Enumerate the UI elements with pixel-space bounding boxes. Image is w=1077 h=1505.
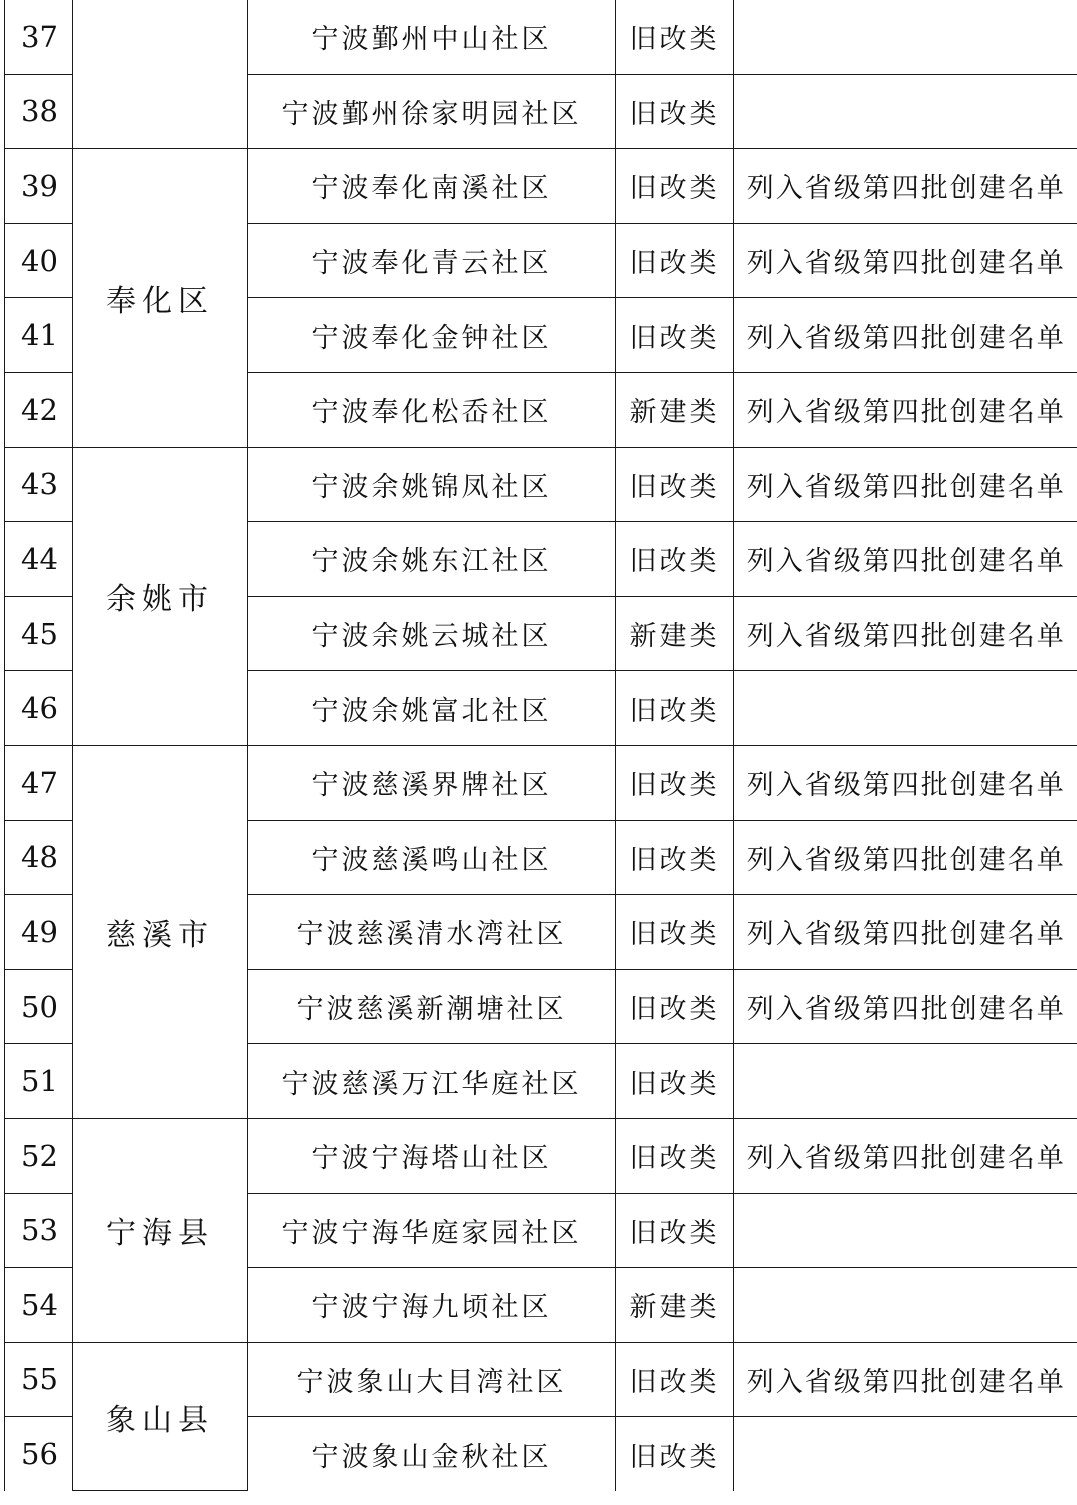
row-number: 52 xyxy=(5,1118,73,1193)
community-name: 宁波象山金秋社区 xyxy=(248,1417,616,1491)
remark-cell xyxy=(734,0,1077,74)
community-name: 宁波余姚东江社区 xyxy=(248,522,616,597)
row-number: 54 xyxy=(5,1268,73,1343)
community-type: 旧改类 xyxy=(616,820,734,895)
community-type: 旧改类 xyxy=(616,149,734,224)
community-name: 宁波鄞州中山社区 xyxy=(248,0,616,74)
community-name: 宁波宁海塔山社区 xyxy=(248,1118,616,1193)
community-type: 旧改类 xyxy=(616,447,734,522)
table-row xyxy=(5,447,1077,522)
remark-cell xyxy=(734,671,1077,746)
community-type: 旧改类 xyxy=(616,1417,734,1491)
table-row xyxy=(5,1342,1077,1417)
row-number: 41 xyxy=(5,298,73,373)
remark-cell xyxy=(734,1193,1077,1268)
remark-cell: 列入省级第四批创建名单 xyxy=(734,1342,1077,1417)
remark-cell xyxy=(734,1417,1077,1491)
community-name: 宁波余姚富北社区 xyxy=(248,671,616,746)
remark-cell: 列入省级第四批创建名单 xyxy=(734,149,1077,224)
table-row xyxy=(5,149,1077,224)
community-name: 宁波奉化金钟社区 xyxy=(248,298,616,373)
row-number: 55 xyxy=(5,1342,73,1417)
row-number: 49 xyxy=(5,895,73,970)
community-name: 宁波余姚云城社区 xyxy=(248,596,616,671)
community-type: 旧改类 xyxy=(616,522,734,597)
row-number: 48 xyxy=(5,820,73,895)
row-number: 56 xyxy=(5,1417,73,1491)
table-row xyxy=(5,1118,1077,1193)
table-body xyxy=(5,0,1077,1491)
remark-cell xyxy=(734,1044,1077,1119)
community-type: 新建类 xyxy=(616,596,734,671)
community-type: 旧改类 xyxy=(616,1118,734,1193)
remark-cell: 列入省级第四批创建名单 xyxy=(734,447,1077,522)
community-type: 旧改类 xyxy=(616,969,734,1044)
community-name: 宁波余姚锦凤社区 xyxy=(248,447,616,522)
district-cell: 余姚市 xyxy=(73,447,248,745)
remark-cell: 列入省级第四批创建名单 xyxy=(734,596,1077,671)
community-name: 宁波慈溪万江华庭社区 xyxy=(248,1044,616,1119)
remark-cell xyxy=(734,1268,1077,1343)
row-number: 39 xyxy=(5,149,73,224)
row-number: 50 xyxy=(5,969,73,1044)
remark-cell: 列入省级第四批创建名单 xyxy=(734,820,1077,895)
remark-cell: 列入省级第四批创建名单 xyxy=(734,372,1077,447)
community-type: 旧改类 xyxy=(616,1342,734,1417)
community-type: 旧改类 xyxy=(616,671,734,746)
row-number: 42 xyxy=(5,372,73,447)
community-type: 旧改类 xyxy=(616,298,734,373)
community-name: 宁波奉化松岙社区 xyxy=(248,372,616,447)
row-number: 44 xyxy=(5,522,73,597)
community-type: 旧改类 xyxy=(616,745,734,820)
row-number: 37 xyxy=(5,0,73,74)
community-type: 旧改类 xyxy=(616,1044,734,1119)
remark-cell: 列入省级第四批创建名单 xyxy=(734,745,1077,820)
community-name: 宁波慈溪界牌社区 xyxy=(248,745,616,820)
row-number: 43 xyxy=(5,447,73,522)
table-row xyxy=(5,745,1077,820)
table-row xyxy=(5,0,1077,74)
district-cell: 宁海县 xyxy=(73,1118,248,1342)
community-name: 宁波宁海华庭家园社区 xyxy=(248,1193,616,1268)
district-cell: 奉化区 xyxy=(73,149,248,447)
row-number: 51 xyxy=(5,1044,73,1119)
district-cell: 慈溪市 xyxy=(73,745,248,1118)
row-number: 53 xyxy=(5,1193,73,1268)
community-name: 宁波鄞州徐家明园社区 xyxy=(248,74,616,149)
community-type: 新建类 xyxy=(616,1268,734,1343)
community-name: 宁波奉化南溪社区 xyxy=(248,149,616,224)
remark-cell: 列入省级第四批创建名单 xyxy=(734,895,1077,970)
community-list-table xyxy=(4,0,1077,1491)
remark-cell xyxy=(734,74,1077,149)
community-name: 宁波慈溪鸣山社区 xyxy=(248,820,616,895)
row-number: 45 xyxy=(5,596,73,671)
community-name: 宁波宁海九顷社区 xyxy=(248,1268,616,1343)
community-type: 旧改类 xyxy=(616,895,734,970)
community-type: 旧改类 xyxy=(616,0,734,74)
remark-cell: 列入省级第四批创建名单 xyxy=(734,1118,1077,1193)
community-name: 宁波奉化青云社区 xyxy=(248,223,616,298)
community-type: 旧改类 xyxy=(616,74,734,149)
community-name: 宁波慈溪新潮塘社区 xyxy=(248,969,616,1044)
community-type: 新建类 xyxy=(616,372,734,447)
district-cell xyxy=(73,0,248,149)
district-cell: 象山县 xyxy=(73,1342,248,1491)
remark-cell: 列入省级第四批创建名单 xyxy=(734,969,1077,1044)
community-type: 旧改类 xyxy=(616,223,734,298)
community-name: 宁波慈溪清水湾社区 xyxy=(248,895,616,970)
row-number: 46 xyxy=(5,671,73,746)
community-type: 旧改类 xyxy=(616,1193,734,1268)
row-number: 38 xyxy=(5,74,73,149)
row-number: 47 xyxy=(5,745,73,820)
remark-cell: 列入省级第四批创建名单 xyxy=(734,522,1077,597)
row-number: 40 xyxy=(5,223,73,298)
community-name: 宁波象山大目湾社区 xyxy=(248,1342,616,1417)
remark-cell: 列入省级第四批创建名单 xyxy=(734,298,1077,373)
remark-cell: 列入省级第四批创建名单 xyxy=(734,223,1077,298)
